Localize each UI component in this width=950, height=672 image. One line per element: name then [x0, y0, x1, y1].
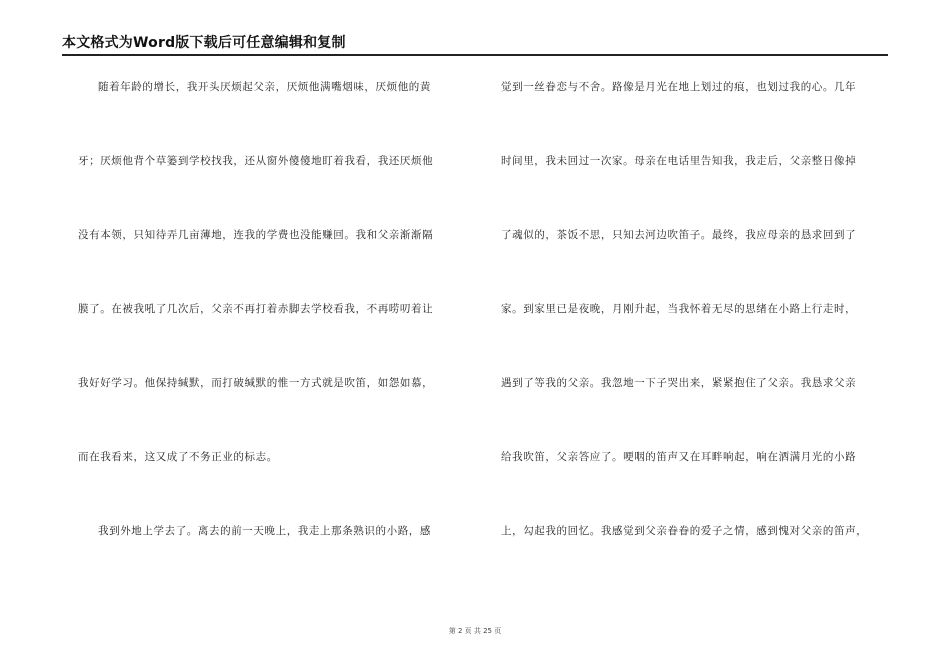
text-line: 我好好学习。他保持缄默，而打破缄默的惟一方式就是吹笛，如怨如慕，: [78, 377, 434, 389]
text-line: 给我吹笛，父亲答应了。哽咽的笛声又在耳畔响起，响在洒满月光的小路: [501, 451, 857, 463]
text-line: 没有本领，只知待弄几亩薄地，连我的学费也没能赚回。我和父亲渐渐隔: [78, 229, 434, 241]
text-line: 时间里，我未回过一次家。母亲在电话里告知我，我走后，父亲整日像掉: [501, 155, 857, 167]
header-title: 本文格式为Word版下载后可任意编辑和复制: [62, 35, 346, 51]
text-line: 而在我看来，这又成了不务正业的标志。: [78, 451, 278, 463]
text-line: 家。到家里已是夜晚，月刚升起，当我怀着无尽的思绪在小路上行走时，: [501, 303, 857, 315]
text-line: 遇到了等我的父亲。我忽地一下子哭出来，紧紧抱住了父亲。我恳求父亲: [501, 377, 857, 389]
text-line: 我到外地上学去了。离去的前一天晚上，我走上那条熟识的小路，感: [98, 525, 431, 537]
text-line: 膜了。在被我吼了几次后，父亲不再打着赤脚去学校看我，不再唠叨着让: [78, 303, 434, 315]
page-header: [62, 36, 888, 56]
text-line: 上，勾起我的回忆。我感觉到父亲眷眷的爱子之情，感到愧对父亲的笛声，: [501, 525, 868, 537]
text-line: 牙；厌烦他背个草篓到学校找我，还从窗外傻傻地盯着我看，我还厌烦他: [78, 155, 434, 167]
text-line: 觉到一丝眷恋与不舍。路像是月光在地上划过的痕，也划过我的心。几年: [501, 81, 857, 93]
page-number-footer: 第 2 页 共 25 页: [448, 627, 502, 635]
text-line: 随着年龄的增长，我开头厌烦起父亲，厌烦他满嘴烟味，厌烦他的黄: [98, 81, 431, 93]
text-line: 了魂似的，茶饭不思，只知去河边吹笛子。最终，我应母亲的恳求回到了: [501, 229, 857, 241]
